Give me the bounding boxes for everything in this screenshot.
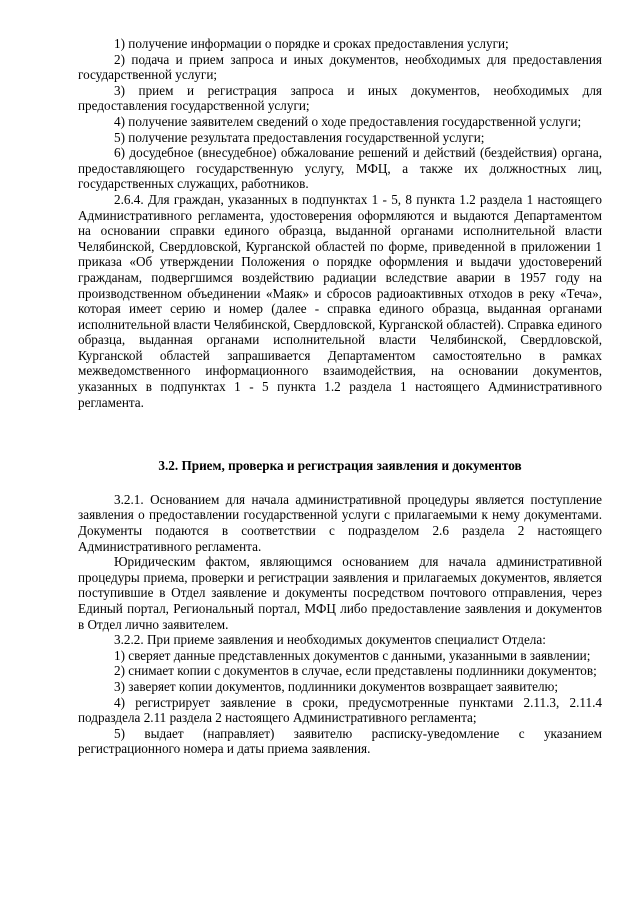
paragraph-3-2-2: 3.2.2. При приеме заявления и необходимых документов специалист Отдела: xyxy=(114,632,546,648)
list-item: 1) сверяет данные представленных документов с данными, указанными в заявлении; xyxy=(114,647,591,663)
list-item: 4) регистрирует заявление в сроки, предусмотренные пунктами 2.11.3, 2.11.4 подраздела 2.11 раздела 2 настоящего Административного регламента; xyxy=(78,694,602,726)
list-item: 5) выдает (направляет) заявителю расписку-уведомление с указанием регистрационного номера и даты приема заявления. xyxy=(78,725,602,757)
spacer xyxy=(78,474,602,492)
list-item: 2) подача и прием запроса и иных документов, необходимых для предоставления государственной услуги; xyxy=(78,51,602,83)
list-item: 3) прием и регистрация запроса и иных документов, необходимых для предоставления государственной услуги; xyxy=(78,82,602,114)
list-item: 6) досудебное (внесудебное) обжалование решений и действий (бездействия) органа, предоставляющего государственную услугу, МФЦ, а также их должностных лиц, государственных служащих, работников. xyxy=(78,145,602,192)
list-item: 1) получение информации о порядке и сроках предоставления услуги; xyxy=(114,36,509,51)
list-item: 2) снимает копии с документов в случае, если представлены подлинники документов; xyxy=(114,663,597,679)
list-item: 3) заверяет копии документов, подлинники документов возвращает заявителю; xyxy=(114,678,559,694)
paragraph-3-2-1: 3.2.1. Основанием для начала административной процедуры является поступление заявления о предоставлении государственной услуги с прилагаемыми к нему документами. Документы подаются в соответствии с подразделом 2.6 раздела 2 настоящего Административного регламента. xyxy=(78,491,602,554)
paragraph-2-6-4: 2.6.4. Для граждан, указанных в подпунктах 1 - 5, 8 пункта 1.2 раздела 1 настоящего Административного регламента, удостоверения оформляются и выдаются Департаментом на основании справки единого образца, выданной органами исполнительной власти Челябинской, Свердловской, Курганской областей по форме, приведенной в приложении 1 приказа «Об утверждении Положения о порядке оформления и выдачи удостоверений гражданам, подвергшимся воздействию радиации вследствие аварии в 1957 году на производственном объединении «Маяк» и сбросов радиоактивных отходов в реку «Теча», которая имеет серию и номер (далее - справка единого образца, выданная органами исполнительной власти Челябинской, Свердловской, Курганской областей). Справка единого образца, выданная органами исполнительной власти Челябинской, Свердловской, Курганской областей запрашивается Департаментом самостоятельно в рамках межведомственного информационного взаимодействия, на основании документов, указанных в подпунктах 1 - 5 пункта 1.2 раздела 1 настоящего Административного регламента. xyxy=(78,191,602,410)
paragraph-legal-fact: Юридическим фактом, являющимся основанием для начала административной процедуры приема, проверки и регистрации заявления и прилагаемых документов, является поступившие в Отдел заявление и документы посредством почтового отправления, через Единый портал, Региональный портал, МФЦ либо предоставление заявления и документов в Отдел лично заявителем. xyxy=(78,554,602,632)
list-item: 4) получение заявителем сведений о ходе предоставления государственной услуги; xyxy=(114,113,582,129)
spacer xyxy=(78,410,602,458)
list-item: 5) получение результата предоставления государственной услуги; xyxy=(114,129,485,145)
section-heading: 3.2. Прием, проверка и регистрация заявления и документов xyxy=(158,458,522,474)
